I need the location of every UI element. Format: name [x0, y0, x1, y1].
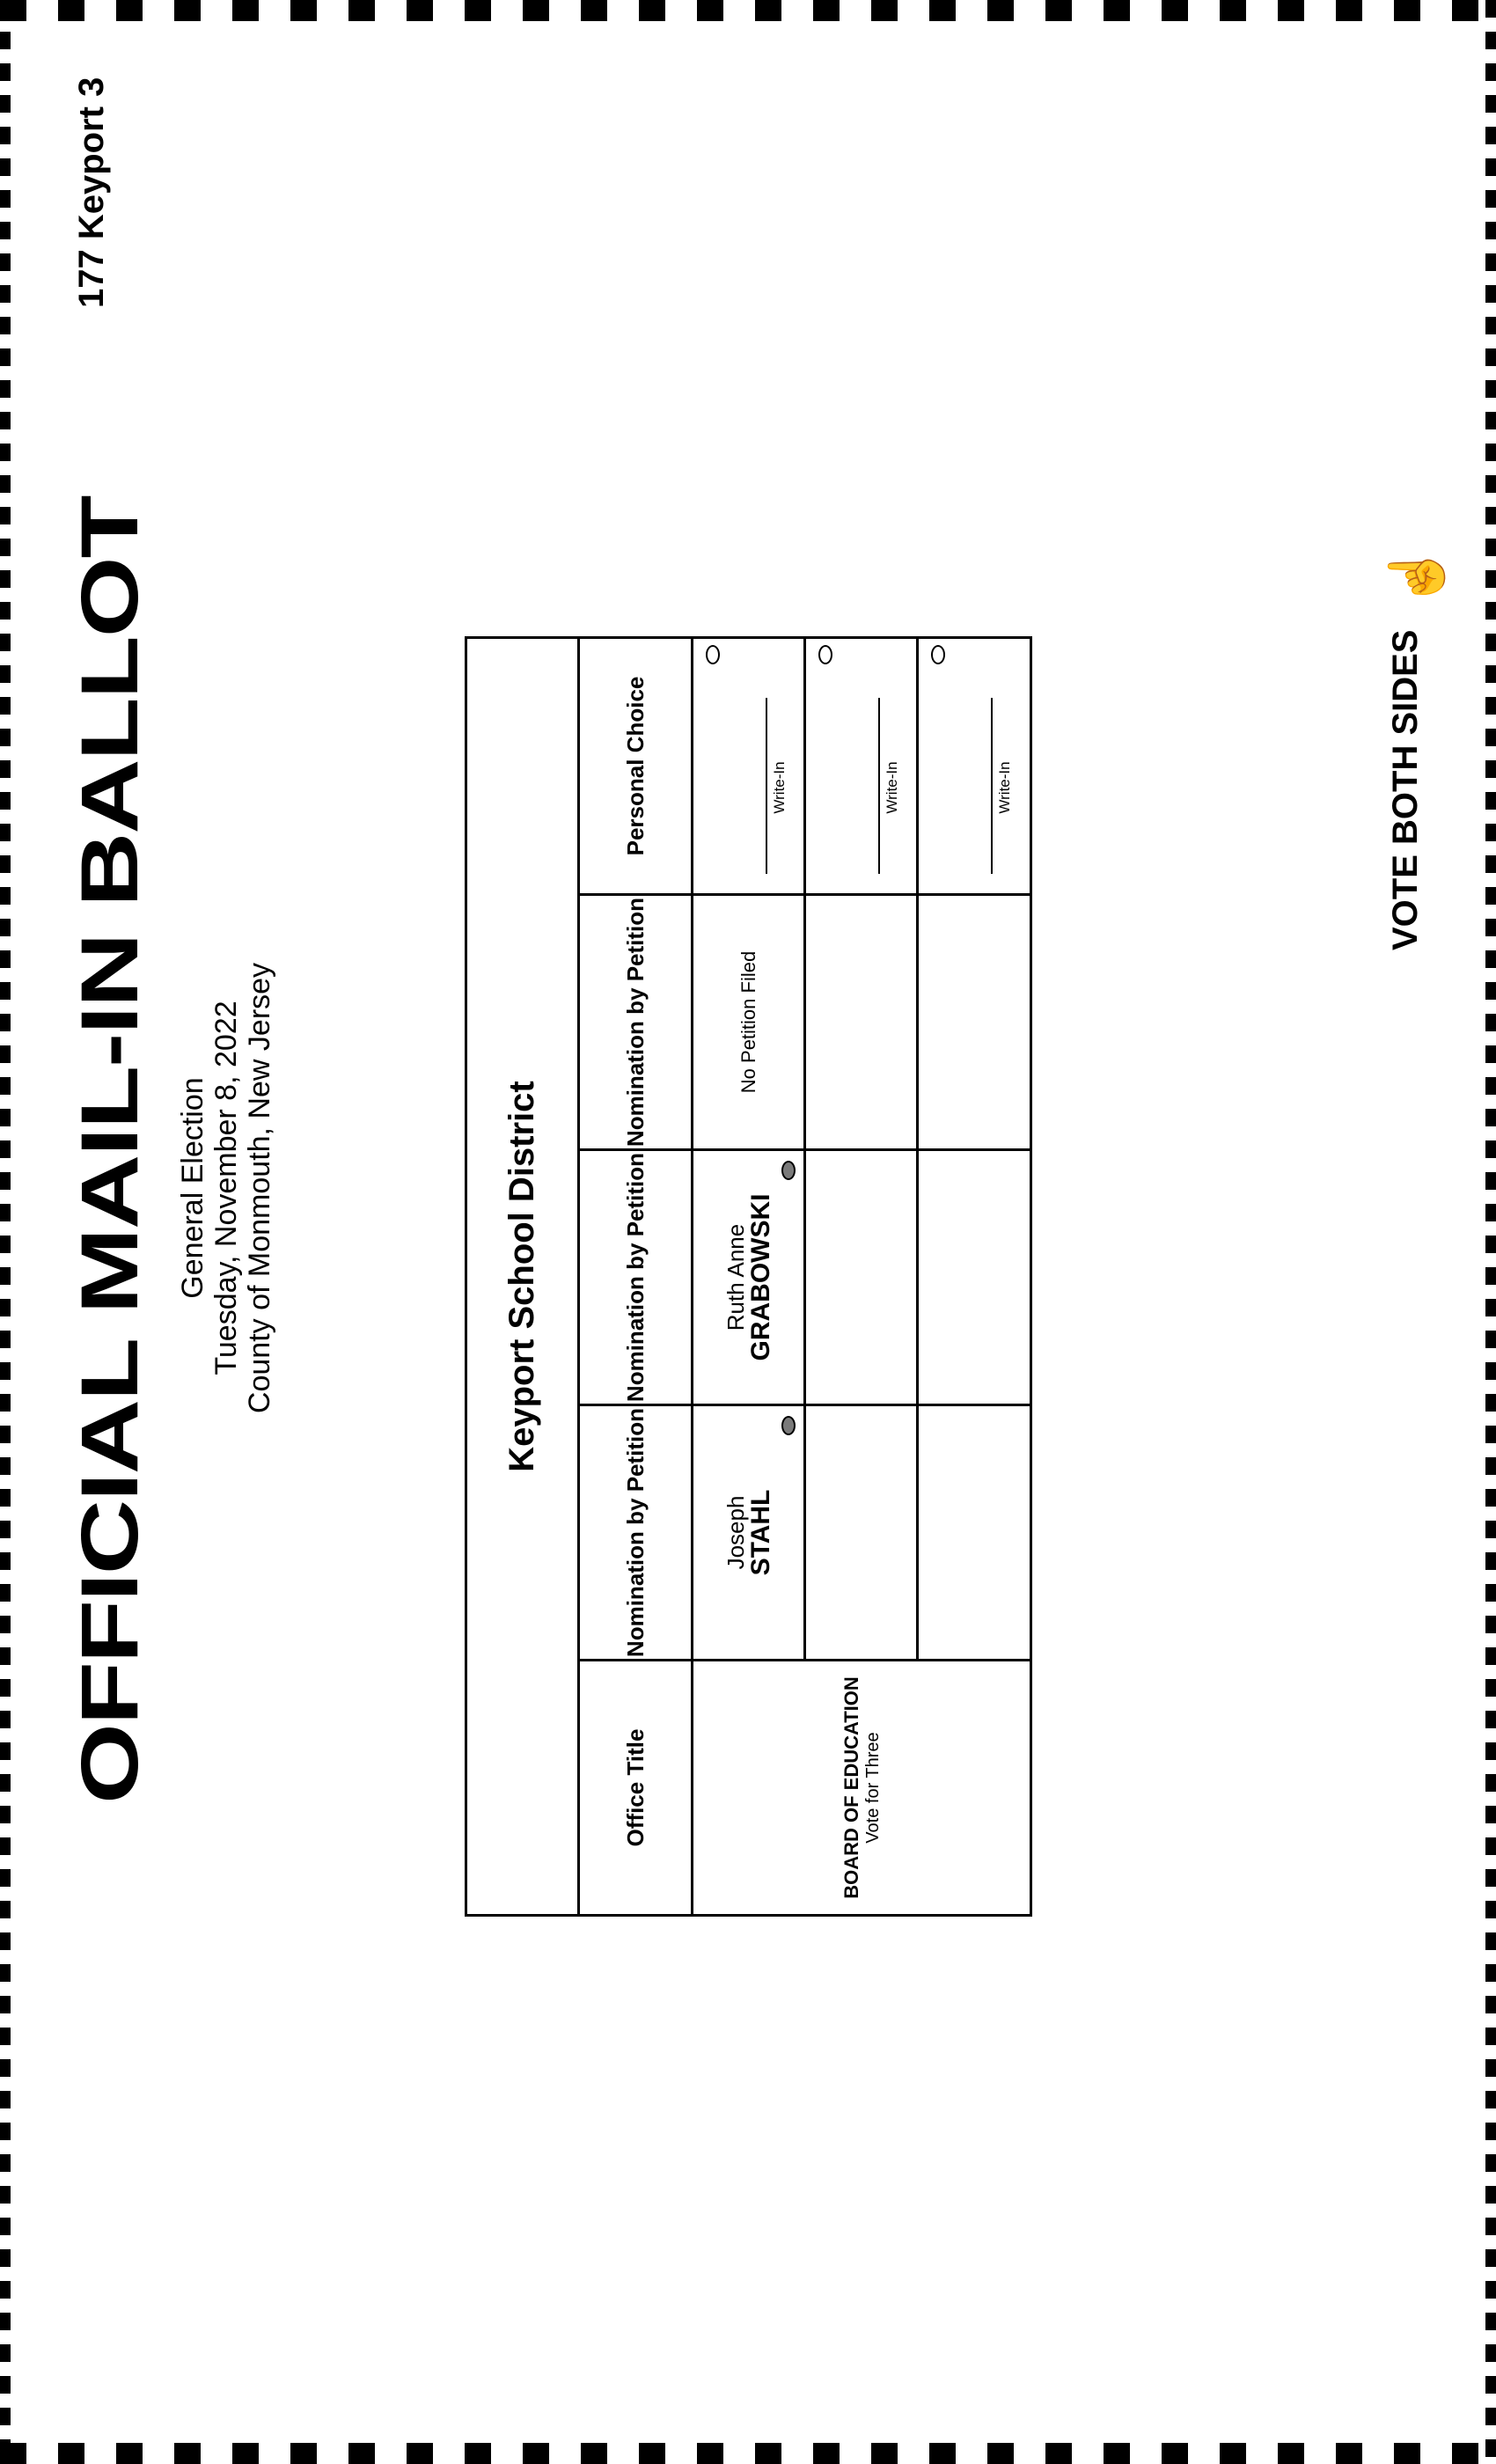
- vote-oval-stahl[interactable]: [781, 1416, 796, 1435]
- candidate-last-name: GRABOWSKI: [745, 1193, 775, 1361]
- ballot-table: [465, 636, 1032, 1917]
- precinct-label: 177 Keyport 3: [72, 77, 111, 308]
- write-in-label: Write-In: [996, 761, 1013, 814]
- pointing-hand-icon: ☝: [1387, 543, 1446, 610]
- candidate-last-name: STAHL: [745, 1489, 775, 1576]
- office-cell: [693, 1659, 1030, 1914]
- vote-oval-grabowski[interactable]: [781, 1161, 796, 1180]
- write-in-line[interactable]: [991, 698, 993, 874]
- empty-cell: [919, 893, 1030, 1148]
- district-header: Keyport School District: [467, 639, 580, 1914]
- ballot-title: OFFICIAL MAIL-IN BALLOT: [64, 496, 156, 1804]
- office-name: BOARD OF EDUCATION: [840, 1676, 862, 1899]
- empty-cell: [806, 1148, 916, 1404]
- header-petition-3: Nomination by Petition: [580, 893, 691, 1148]
- candidate-first-name: Ruth Anne: [722, 1223, 749, 1331]
- write-in-label: Write-In: [771, 761, 788, 814]
- candidate-cell-stahl[interactable]: [693, 1404, 803, 1659]
- ballot-row-2: [806, 639, 919, 1659]
- write-in-line[interactable]: [878, 698, 880, 874]
- write-in-cell-2[interactable]: [806, 639, 916, 893]
- candidate-cell-grabowski[interactable]: [693, 1148, 803, 1404]
- write-in-label: Write-In: [884, 761, 900, 814]
- header-petition-2: Nomination by Petition: [580, 1148, 691, 1404]
- header-office-title: Office Title: [580, 1659, 691, 1914]
- border-top: [0, 0, 1496, 21]
- candidate-first-name: Joseph: [722, 1495, 749, 1570]
- no-petition-cell: [693, 893, 803, 1148]
- border-right: [1485, 0, 1496, 2464]
- write-in-cell-1[interactable]: [693, 639, 803, 893]
- empty-cell: [806, 1404, 916, 1659]
- empty-cell: [806, 893, 916, 1148]
- no-petition-text: No Petition Filed: [737, 950, 759, 1094]
- write-in-oval[interactable]: [818, 645, 832, 664]
- empty-cell: [919, 1404, 1030, 1659]
- write-in-oval[interactable]: [706, 645, 720, 664]
- column-headers: [580, 639, 693, 1914]
- border-bottom: [0, 2443, 1496, 2464]
- border-left: [0, 0, 11, 2464]
- election-county: County of Monmouth, New Jersey: [243, 962, 276, 1414]
- vote-both-sides: VOTE BOTH SIDES: [1386, 629, 1425, 950]
- write-in-oval[interactable]: [931, 645, 945, 664]
- empty-cell: [919, 1148, 1030, 1404]
- election-name: General Election: [176, 1077, 209, 1299]
- write-in-line[interactable]: [766, 698, 767, 874]
- ballot-row-3: [919, 639, 1030, 1659]
- header-petition-1: Nomination by Petition: [580, 1404, 691, 1659]
- header-personal-choice: Personal Choice: [622, 676, 649, 856]
- election-info: [176, 880, 276, 1496]
- election-date: Tuesday, November 8, 2022: [209, 1001, 243, 1375]
- office-vote-for: Vote for Three: [862, 1732, 883, 1844]
- ballot-row-1: [693, 639, 806, 1659]
- write-in-cell-3[interactable]: [919, 639, 1030, 893]
